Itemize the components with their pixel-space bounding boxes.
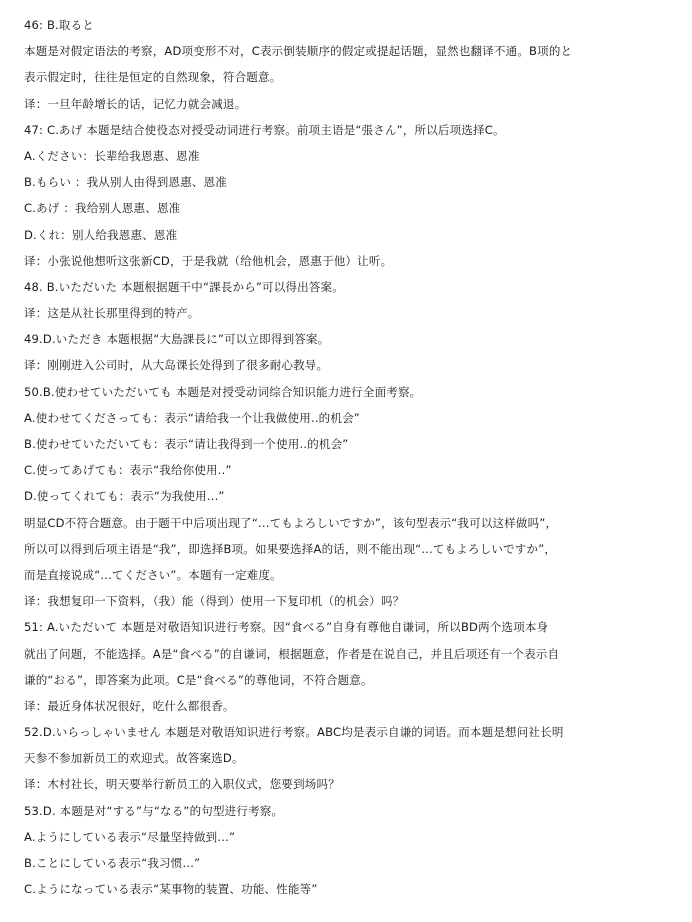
text-line: C.あげ ：我给别人恩惠、恩准 — [24, 201, 181, 216]
text-line: 47: C.あげ 本题是结合使役态对授受动词进行考察。前项主语是“張さん”，所以后项选择C。 — [24, 122, 505, 137]
text-line: 而是直接说成“...てください”。本题有一定难度。 — [24, 567, 282, 582]
text-line: C.ようになっている表示“某事物的装置、功能、性能等” — [24, 882, 318, 897]
text-line: C.使ってあげても：表示“我给你使用..” — [24, 463, 232, 478]
text-line: B.もらい ：我从别人由得到恩惠、恩准 — [24, 175, 227, 190]
text-line: 49.D.いただき 本题根据“大島課長に”可以立即得到答案。 — [24, 332, 330, 347]
text-line: 译：小张说他想听这张新CD，于是我就（给他机会，恩惠于他）让听。 — [24, 253, 393, 268]
text-line: B.ことにしている表示“我习惯...” — [24, 856, 201, 870]
text-line: D.使ってくれても：表示“为我使用...” — [24, 489, 225, 504]
text-line: 天参不参加新员工的欢迎式。故答案选D。 — [24, 751, 244, 766]
text-line: 所以可以得到后项主语是“我”，即选择B项。如果要选择A的话，则不能出现“...てもよろしいですか”， — [24, 541, 557, 556]
answer-explanations — [24, 12, 674, 902]
text-line: 46: B.取ると — [24, 18, 95, 32]
text-line: A.ください：长辈给我恩惠、恩准 — [24, 148, 200, 163]
text-line: 53.D. 本题是对“する”与“なる”的句型进行考察。 — [24, 803, 284, 818]
text-line: 译：刚刚进入公司时，从大岛课长处得到了很多耐心教导。 — [24, 358, 329, 373]
text-line: 表示假定时，往往是恒定的自然现象，符合题意。 — [24, 70, 282, 85]
text-line: A.使わせてくださっても：表示“请给我一个让我做使用..的机会” — [24, 410, 360, 425]
text-line: 译：一旦年龄增长的话，记忆力就会减退。 — [24, 96, 247, 111]
text-line: 明显CD不符合题意。由于题干中后项出现了“...てもよろしいですか”，该句型表示“我可以这样做吗”， — [24, 515, 558, 530]
text-line: 51: A.いただいて 本题是对敬语知识进行考察。因“食べる”自身有尊他自谦词，所以BD两个选项本身 — [24, 620, 549, 635]
text-line: 50.B.使わせていただいても 本题是对授受动词综合知识能力进行全面考察。 — [24, 384, 422, 399]
text-line: D.くれ：别人给我恩惠、恩准 — [24, 227, 178, 242]
text-line: 52.D.いらっしゃいません 本题是对敬语知识进行考察。ABC均是表示自谦的词语。而本题是想问社长明 — [24, 725, 564, 740]
text-line: 译：这是从社长那里得到的特产。 — [24, 306, 200, 321]
text-line: B.使わせていただいても：表示“请让我得到一个使用..的机会” — [24, 437, 349, 451]
text-line: 译：木村社长，明天要举行新员工的入职仪式，您要到场吗？ — [24, 777, 340, 792]
text-line: 就出了问题，不能选择。A是“食べる”的自谦词，根据题意，作者是在说自己，并且后项还有一个表示自 — [24, 646, 560, 661]
text-line: 谦的“おる”，即答案为此项。C是“食べる”的尊他词，不符合题意。 — [24, 672, 373, 687]
text-line: 译：最近身体状况很好，吃什么都很香。 — [24, 698, 235, 713]
text-line: A.ようにしている表示“尽量坚持做到...” — [24, 829, 236, 844]
text-line: 译：我想复印一下资料，（我）能（得到）使用一下复印机（的机会）吗？ — [24, 594, 405, 609]
text-line: 48. B.いただいた 本题根据题干中“課長から”可以得出答案。 — [24, 279, 344, 294]
text-line: 本题是对假定语法的考察，AD项变形不对，C表示倒装顺序的假定或提起话题，显然也翻译不通。B项的と — [24, 44, 573, 59]
